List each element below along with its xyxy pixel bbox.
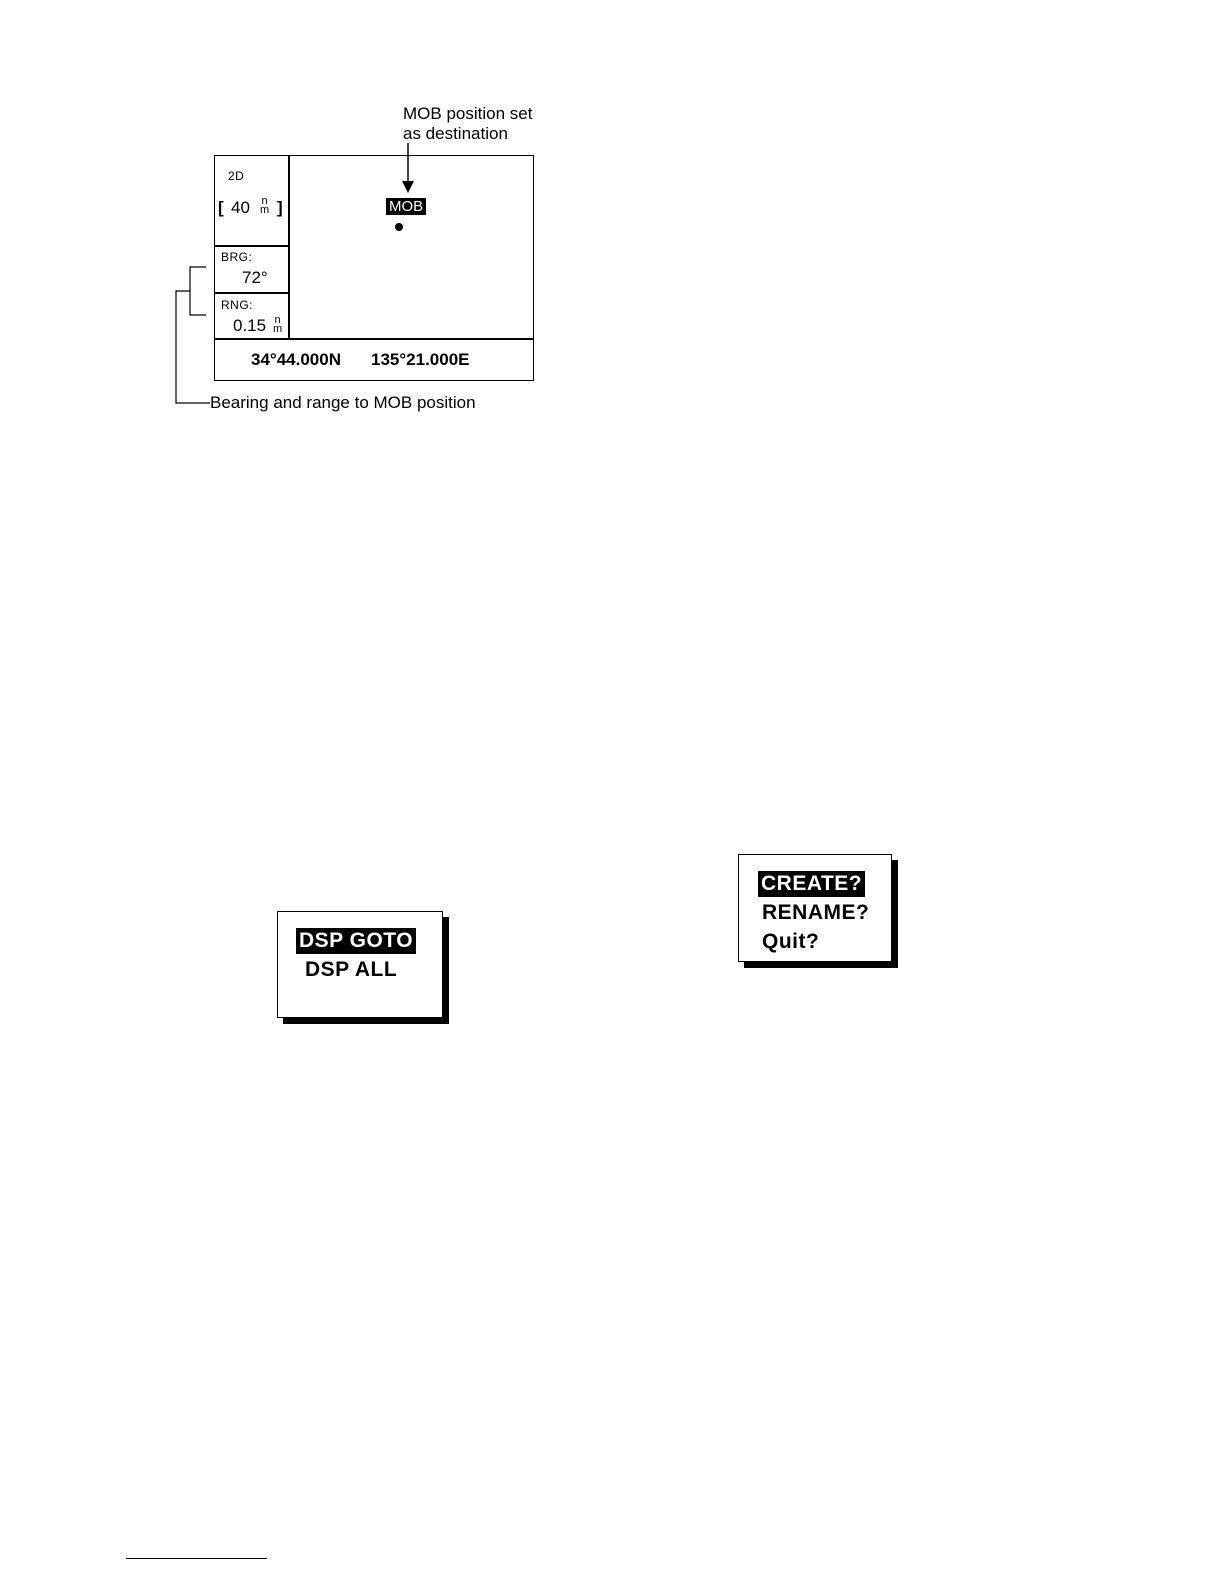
latitude: 34°44.000N (251, 350, 341, 369)
menu-item-dsp-goto[interactable]: DSP GOTO (296, 928, 416, 954)
rng-label: RNG: (221, 298, 253, 312)
screen-divider-coords (214, 338, 534, 340)
menu-item-rename[interactable]: RENAME? (762, 901, 870, 924)
screen-divider-brg (214, 245, 289, 247)
mob-position-dot (395, 223, 403, 231)
range-unit-bottom: m (260, 204, 270, 216)
range-unit (260, 197, 269, 215)
brg-value: 72° (242, 268, 268, 287)
screen-divider-vertical (288, 155, 290, 339)
menu-item-quit[interactable]: Quit? (762, 930, 820, 953)
bracket-callout-lines (172, 262, 216, 408)
display-goto-menu (277, 911, 443, 1018)
range-bracket-left: [ (218, 198, 224, 217)
longitude: 135°21.000E (371, 350, 470, 369)
footnote-rule (126, 1558, 267, 1559)
mob-destination-callout-line2: as destination (403, 124, 508, 143)
range-bracket-right: ] (277, 198, 283, 217)
menu-item-create[interactable]: CREATE? (758, 871, 865, 897)
rng-unit-bottom: m (273, 323, 283, 335)
rng-value: 0.15 (233, 316, 267, 335)
range-scale (218, 195, 286, 222)
rng-unit (273, 316, 282, 334)
screen-divider-rng (214, 292, 289, 294)
range-value: 40 (231, 198, 250, 217)
rng-unit-top: n (274, 314, 281, 326)
range-unit-top: n (261, 195, 268, 207)
bearing-range-callout: Bearing and range to MOB position (210, 393, 476, 412)
display-mode: 2D (228, 169, 245, 183)
route-menu (738, 854, 892, 962)
brg-label: BRG: (221, 250, 253, 264)
mob-destination-callout-line1: MOB position set (403, 104, 533, 123)
mob-marker-label: MOB (386, 198, 426, 215)
menu-item-dsp-all[interactable]: DSP ALL (305, 958, 398, 981)
